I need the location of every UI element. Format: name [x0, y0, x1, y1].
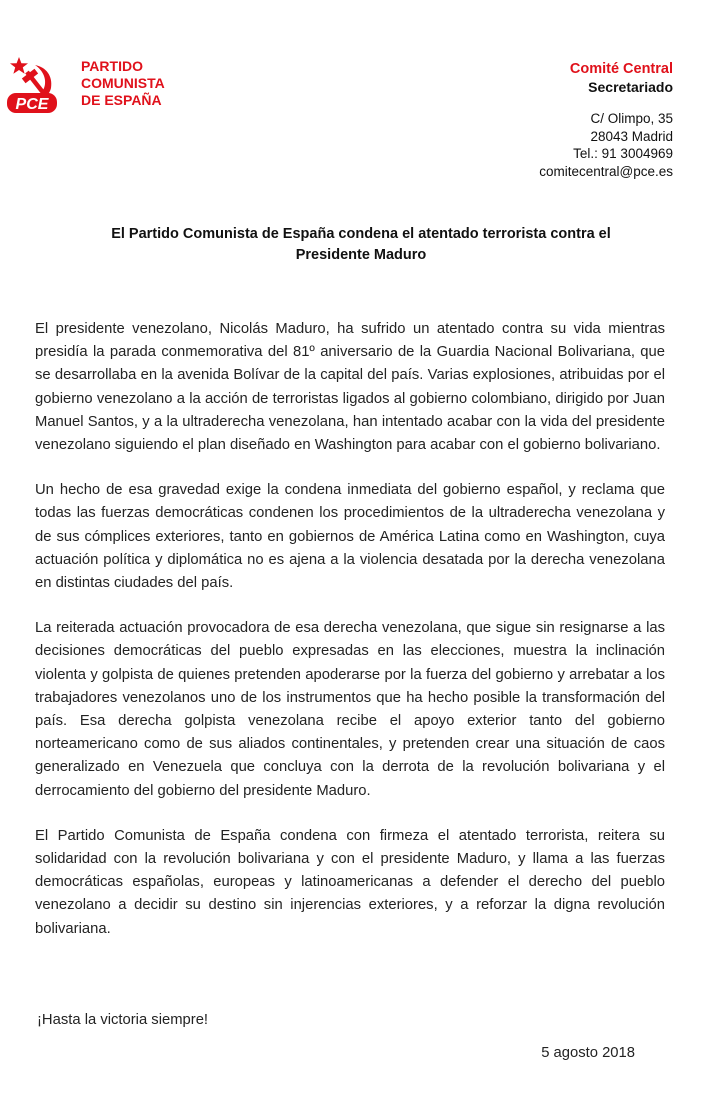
- committee-name: Comité Central: [569, 61, 673, 77]
- address-street: C/ Olimpo, 35: [590, 111, 673, 126]
- party-name-line: PARTIDO: [81, 58, 143, 74]
- body-paragraph: La reiterada actuación provocadora de esa derecha venezolana, que sigue sin resignarse a las decisiones democráticas del pueblo expresadas en las elecciones, muestra la inclinación violenta y golpista de quienes pretenden apoderarse por la fuerza del gobierno y arrebatar a los trabajadores venezolanos uno de los instrumentos que ha hecho posible la transformación del país. Esa derecha golpista venezolana recibe el apoyo exterior tanto del gobierno norteamericano como de sus aliados continentales, y pretenden crear una situación de caos generalizado en Venezuela que concluya con la derrota de la revolución bolivariana y el derrocamiento del gobierno del presidente Maduro.: [35, 620, 665, 799]
- body-paragraph: Un hecho de esa gravedad exige la condena inmediata del gobierno español, y reclama que todas las fuerzas democráticas condenen los procedimientos de la ultraderecha venezolana y de sus cómplices exteriores, tanto en gobiernos de América Latina como en Washington, cuya actuación política y diplomática no es ajena a la violencia desatada por la derecha venezolana en distintas ciudades del país.: [35, 482, 665, 592]
- committee-header: [570, 60, 673, 96]
- address-email: comitecentral@pce.es: [539, 163, 673, 179]
- logo-letters: PCE: [15, 96, 49, 113]
- title-line: Presidente Maduro: [295, 247, 427, 263]
- party-name: [81, 58, 165, 109]
- body-paragraph: El Partido Comunista de España condena con firmeza el atentado terrorista, reitera su solidaridad con la revolución bolivariana y con el presidente Maduro, y llama a las fuerzas democráticas españolas, europeas y latinoamericanas a defender el derecho del pueblo venezolano a decidir su destino sin injerencias exteriores, y a reforzar la digna revolución bolivariana.: [35, 827, 665, 937]
- body-paragraph: El presidente venezolano, Nicolás Maduro, ha sufrido un atentado contra su vida mientras presidía la parada conmemorativa del 81º aniversario de la Guardia Nacional Bolivariana, que se desarrollaba en la avenida Bolívar de la capital del país. Varias explosiones, atribuidas por el gobierno venezolano a la acción de terroristas ligados al gobierno colombiano, dirigido por Juan Manuel Santos, y a la ultraderecha venezolana, han intentado acabar con la vida del presidente venezolano siguiendo el plan diseñado en Washington para acabar con el gobierno bolivariano.: [35, 321, 665, 454]
- pce-logo: [6, 55, 78, 115]
- closing-slogan: ¡Hasta la victoria siempre!: [37, 1012, 209, 1028]
- party-name-line: COMUNISTA: [81, 75, 165, 91]
- address-city: 28043 Madrid: [590, 128, 673, 144]
- address-phone: Tel.: 91 3004969: [573, 146, 673, 161]
- address-block: [539, 110, 673, 180]
- document-title: [56, 224, 666, 266]
- department-name: Secretariado: [588, 79, 673, 95]
- document-date: 5 agosto 2018: [541, 1045, 635, 1061]
- party-name-line: DE ESPAÑA: [81, 92, 162, 108]
- hammer-sickle-icon: [6, 55, 78, 115]
- title-line: El Partido Comunista de España condena el atentado terrorista contra el: [111, 226, 611, 242]
- document-body: [35, 318, 665, 963]
